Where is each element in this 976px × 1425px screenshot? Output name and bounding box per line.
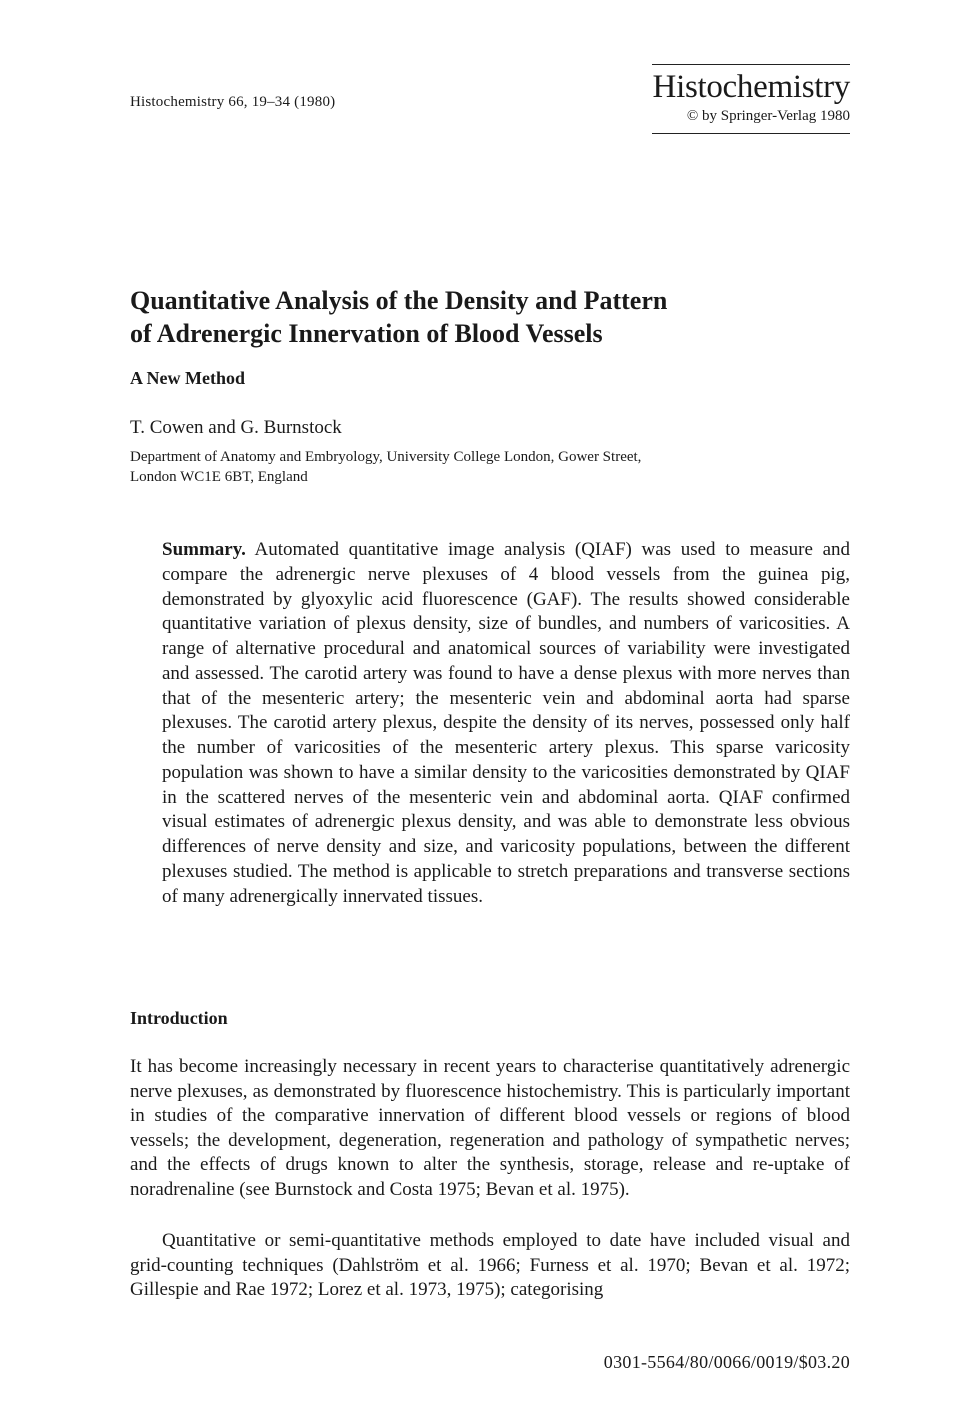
affiliation-line-2: London WC1E 6BT, England bbox=[130, 469, 308, 485]
introduction-paragraph-1: It has become increasingly necessary in recent years to characterise quantitatively adrenergic nerve plexuses, as demonstrated by fluorescence histochemistry. This is particularly important in studies of the comparative innervation of different blood vessels or regions of blood vessels; the development, degeneration, regeneration and pathology of sympathetic nerves; and the effects of drugs known to alter the synthesis, storage, release and re-uptake of noradrenaline (see Burnstock and Costa 1975; Bevan et al. 1975). bbox=[130, 1056, 850, 1200]
introduction-paragraph-2: Quantitative or semi-quantitative methods employed to date have included visual and grid-counting techniques (Dahlström et al. 1966; Furness et al. 1970; Bevan et al. 1972; Gillespie and Rae 1972; Lorez et al. 1973, 1975); categorising bbox=[130, 1230, 850, 1300]
journal-citation: Histochemistry 66, 19–34 (1980) bbox=[130, 94, 336, 110]
summary-label: Summary. bbox=[162, 539, 246, 560]
issn-price-code: 0301-5564/80/0066/0019/$03.20 bbox=[603, 1352, 850, 1372]
affiliation-line-1: Department of Anatomy and Embryology, University College London, Gower Street, bbox=[130, 449, 642, 465]
article-title bbox=[130, 284, 850, 350]
summary-text: Automated quantitative image analysis (QIAF) was used to measure and compare the adrenergic nerve plexuses of 4 blood vessels from the guinea pig, demonstrated by glyoxylic acid fluorescence (GAF). The results showed considerable quantitative variation of plexus density, size of bundles, and numbers of varicosities. A range of alternative procedural and anatomical sources of variability were investigated and assessed. The carotid artery was found to have a dense plexus with more nerves than that of the mesenteric artery; the mesenteric vein and abdominal aorta had sparse plexuses. The carotid artery plexus, despite the density of its nerves, possessed only half the number of varicosities of the mesenteric artery plexus. This sparse varicosity population was shown to have a similar density to the varicosities demonstrated by QIAF in the scattered nerves of the mesenteric vein and abdominal aorta. QIAF confirmed visual estimates of adrenergic plexus density, and was able to demonstrate less obvious differences of nerve density and size, and varicosity populations, between the different plexuses studied. The method is applicable to stretch preparations and transverse sections of many adrenergically innervated tissues. bbox=[162, 539, 850, 907]
title-line-1: Quantitative Analysis of the Density and Pattern bbox=[130, 286, 668, 315]
author-affiliation bbox=[130, 447, 850, 487]
article-subtitle: A New Method bbox=[130, 368, 245, 388]
section-heading-introduction: Introduction bbox=[130, 1008, 228, 1028]
journal-name: Histochemistry bbox=[652, 69, 850, 105]
abstract-summary bbox=[162, 538, 850, 909]
copyright-notice: © by Springer-Verlag 1980 bbox=[686, 108, 850, 124]
title-line-2: of Adrenergic Innervation of Blood Vessels bbox=[130, 319, 603, 348]
author-list: T. Cowen and G. Burnstock bbox=[130, 417, 342, 438]
journal-masthead bbox=[652, 64, 850, 134]
